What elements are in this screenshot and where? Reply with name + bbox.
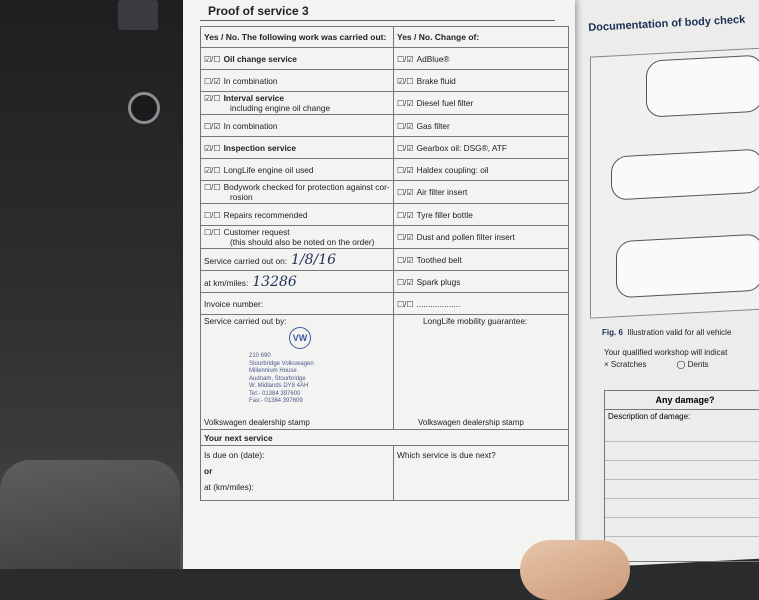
service-date-value: 1/8/16 xyxy=(291,251,337,268)
checkbox-pair: ☐/☑ xyxy=(204,121,221,131)
item-label: In combination xyxy=(223,120,278,131)
stamp-label: Volkswagen dealership stamp xyxy=(204,418,310,427)
left-item xyxy=(201,226,394,249)
stamp-line: W. Midlands DY8 4AH xyxy=(249,383,309,389)
right-item xyxy=(394,137,569,159)
car-side-view-icon xyxy=(611,149,759,201)
car-top-view-icon xyxy=(616,234,759,299)
right-item xyxy=(394,181,569,204)
air-vent xyxy=(118,0,158,30)
right-item xyxy=(394,271,569,293)
stamp-line: 210 690 xyxy=(249,353,271,359)
item-label: Gas filter xyxy=(416,120,450,131)
item-label: Gearbox oil: DSG®, ATF xyxy=(416,142,507,153)
checkbox-pair: ☐/☑ xyxy=(397,277,414,287)
left-item xyxy=(201,115,394,137)
stamp-line: Audnam, Stourbridge xyxy=(249,375,306,382)
mileage-value: 13286 xyxy=(252,273,297,290)
right-item xyxy=(394,92,569,115)
item-label: Bodywork checked for protection against cor- xyxy=(223,182,390,192)
checkbox-pair: ☐/☐ xyxy=(204,210,221,220)
car-interior-background xyxy=(0,0,190,569)
which-service-label: Which service is due next? xyxy=(397,450,496,460)
damage-line xyxy=(605,518,759,537)
right-page-title: Documentation of body check xyxy=(588,13,746,34)
checkbox-pair: ☐/☑ xyxy=(204,76,221,86)
item-sublabel: (this should also be noted on the order) xyxy=(230,237,375,247)
due-on-label: Is due on (date): xyxy=(204,450,265,460)
item-label: Dust and pollen filter insert xyxy=(416,232,515,242)
item-label: AdBlue® xyxy=(416,53,450,64)
left-item xyxy=(201,204,394,226)
left-item xyxy=(201,70,394,92)
checkbox-pair: ☑/☐ xyxy=(204,94,221,103)
right-item xyxy=(394,48,569,70)
item-label: Tyre filler bottle xyxy=(416,209,473,220)
service-date-label: Service carried out on: xyxy=(204,255,288,266)
mileage-field xyxy=(201,271,394,293)
right-item xyxy=(394,70,569,92)
checkbox-pair: ☐/☐ xyxy=(397,299,414,309)
stamp-line: Millennium House xyxy=(249,368,297,374)
item-label: Air filter insert xyxy=(416,187,468,197)
left-item xyxy=(201,137,394,159)
left-item xyxy=(201,48,394,70)
checkbox-pair: ☑/☐ xyxy=(204,143,221,153)
dashboard-knob xyxy=(128,92,160,124)
checkbox-pair: ☐/☑ xyxy=(397,188,414,197)
item-label: Diesel fuel filter xyxy=(416,98,474,108)
carried-by-label: Service carried out by: xyxy=(204,316,287,326)
fig-number: Fig. 6 xyxy=(602,328,623,337)
scratches-option: × Scratches xyxy=(604,360,647,369)
damage-title: Any damage? xyxy=(605,391,759,410)
left-item xyxy=(201,92,394,115)
invoice-field xyxy=(201,293,394,315)
car-rear-view-icon xyxy=(646,55,759,118)
damage-line xyxy=(605,480,759,499)
damage-line xyxy=(605,461,759,480)
checkbox-pair: ☐/☑ xyxy=(397,143,414,153)
item-label: Brake fluid xyxy=(416,75,456,86)
stamp-line: Tel:- 01384 397600 xyxy=(249,390,301,397)
header-left: Yes / No. The following work was carried out: xyxy=(201,27,394,48)
or-label: or xyxy=(204,466,213,476)
service-table xyxy=(200,26,569,501)
item-sublabel: rosion xyxy=(230,192,253,202)
item-label: Inspection service xyxy=(223,142,296,153)
stamp-line: Stourbridge Volkswagen xyxy=(249,360,314,367)
right-item xyxy=(394,249,569,271)
figure-caption xyxy=(602,328,731,337)
left-item xyxy=(201,159,394,181)
longlife-label: LongLife mobility guarantee: xyxy=(423,316,528,326)
checkbox-pair: ☐/☑ xyxy=(397,99,414,108)
damage-box xyxy=(604,390,759,562)
item-label: Repairs recommended xyxy=(223,209,308,220)
damage-line xyxy=(605,442,759,461)
next-service-title: Your next service xyxy=(201,430,569,446)
vw-logo-icon: VW xyxy=(289,327,311,349)
item-label: Interval service xyxy=(223,93,285,103)
damage-options xyxy=(604,360,709,369)
invoice-label: Invoice number: xyxy=(204,298,264,309)
car-seat xyxy=(0,460,180,569)
stamp-label-right: Volkswagen dealership stamp xyxy=(418,418,524,427)
checkbox-pair: ☐/☑ xyxy=(397,210,414,220)
checkbox-pair: ☐/☑ xyxy=(397,255,414,265)
right-item xyxy=(394,159,569,181)
workshop-note: Your qualified workshop will indicat xyxy=(604,348,728,357)
stamp-line: Fax:- 01384 397609 xyxy=(249,398,303,404)
next-service-right xyxy=(394,446,569,501)
carried-out-by-cell xyxy=(201,315,394,430)
damage-line xyxy=(605,499,759,518)
next-service-left xyxy=(201,446,394,501)
dealer-stamp-address xyxy=(249,353,314,406)
damage-line xyxy=(605,423,759,442)
damage-desc: Description of damage: xyxy=(608,412,691,421)
checkbox-pair: ☑/☐ xyxy=(204,165,221,175)
item-label: LongLife engine oil used xyxy=(223,164,314,175)
item-sublabel: including engine oil change xyxy=(230,103,331,113)
car-diagram xyxy=(590,47,759,318)
right-item xyxy=(394,226,569,249)
item-label: Spark plugs xyxy=(416,276,461,287)
checkbox-pair: ☐/☐ xyxy=(204,183,221,192)
checkbox-pair: ☐/☑ xyxy=(397,165,414,175)
item-label: Haldex coupling: oil xyxy=(416,164,489,175)
right-item xyxy=(394,293,569,315)
dents-option: ◯ Dents xyxy=(676,360,709,369)
right-item xyxy=(394,204,569,226)
left-item xyxy=(201,181,394,204)
item-label: In combination xyxy=(223,75,278,86)
checkbox-pair: ☑/☐ xyxy=(397,76,414,86)
at-km-label: at (km/miles): xyxy=(204,482,254,492)
item-label: Oil change service xyxy=(223,53,297,64)
checkbox-pair: ☑/☐ xyxy=(204,54,221,64)
title-divider xyxy=(200,20,555,21)
fig-text: Illustration valid for all vehicle xyxy=(627,328,732,337)
checkbox-pair: ☐/☑ xyxy=(397,233,414,242)
service-date-field xyxy=(201,249,394,271)
item-label: Customer request xyxy=(223,227,290,237)
item-label: Toothed belt xyxy=(416,254,462,265)
longlife-cell xyxy=(394,315,569,430)
item-label: ................... xyxy=(416,298,461,309)
thumb xyxy=(520,540,630,600)
checkbox-pair: ☐/☐ xyxy=(204,228,221,237)
right-item xyxy=(394,115,569,137)
mileage-label: at km/miles: xyxy=(204,277,249,288)
page-title: Proof of service 3 xyxy=(208,4,309,18)
checkbox-pair: ☐/☑ xyxy=(397,54,414,64)
checkbox-pair: ☐/☑ xyxy=(397,121,414,131)
header-right: Yes / No. Change of: xyxy=(394,27,569,48)
